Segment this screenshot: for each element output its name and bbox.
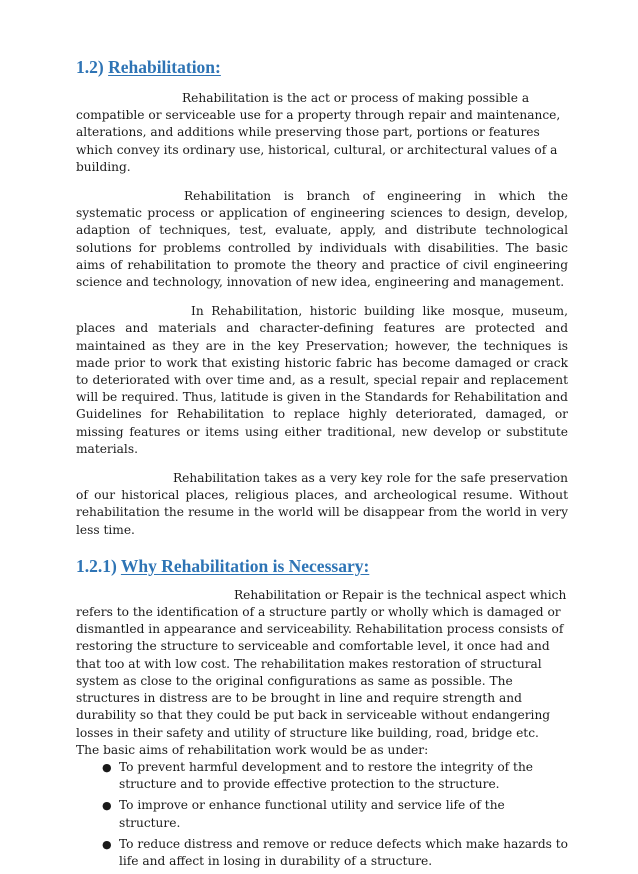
list-item-text: To prevent harmful development and to restore the integrity of the structure and to provide effective protection to the structure. <box>119 759 534 792</box>
paragraph-preservation-role: Rehabilitation takes as a very key role for the safe preservation of our historical places, religious places, and archeological resume. Without rehabilitation the resume in the world will be disappear from the world in very less time. <box>76 471 568 537</box>
bullet-icon: ● <box>102 760 112 774</box>
section-title: Rehabilitation: <box>108 57 221 77</box>
paragraph-repair-aspect: Rehabilitation or Repair is the technical aspect which refers to the identification of a structure partly or wholly which is damaged or dismantled in appearance and serviceability. Rehabilitation process consists of restoring the structure to serviceable and comfortable level, it once had and that too at with low cost. The rehabilitation makes restoration of structural system as close to the original configurations as same as possible. The structures in distress are to be brought in line and require strength and durability so that they could be put back in serviceable without endangering losses in their safety and utility of structure like building, road, bridge etc. <box>76 587 567 740</box>
bullet-icon: ● <box>102 799 112 813</box>
list-item <box>76 836 568 870</box>
section-heading-why-necessary <box>76 555 568 577</box>
section-number: 1.2) <box>76 57 104 77</box>
aims-intro: The basic aims of rehabilitation work would be as under: <box>76 742 429 757</box>
document-page <box>76 56 568 874</box>
list-item <box>76 797 568 831</box>
list-item-text: To reduce distress and remove or reduce defects which make hazards to life and affect in losing in durability of a structure. <box>119 836 569 868</box>
aims-list <box>76 759 568 870</box>
section-number: 1.2.1) <box>76 555 117 576</box>
list-item <box>76 759 568 793</box>
paragraph-definition: Rehabilitation is the act or process of making possible a compatible or serviceable use for a property through repair and maintenance, alterations, and additions while preserving those part, portions or features which convey its ordinary use, historical, cultural, or architectural values of a building. <box>76 91 561 174</box>
section-heading-rehabilitation <box>76 56 568 78</box>
paragraph-engineering-branch: Rehabilitation is branch of engineering in which the systematic process or application of engineering sciences to design, develop, adaption of techniques, test, evaluate, apply, and distribute technological solutions for problems controlled by individuals with disabilities. The basic aims of rehabilitation to promote the theory and practice of civil engineering science and technology, innovation of new idea, engineering and management. <box>76 189 568 290</box>
bullet-icon: ● <box>102 837 112 851</box>
section-title: Why Rehabilitation is Necessary: <box>120 555 370 576</box>
paragraph-historic-buildings: In Rehabilitation, historic building like mosque, museum, places and materials and character-defining features are protected and maintained as they are in the key Preservation; however, the techniques is made prior to work that existing historic fabric has become damaged or crack to deteriorated with over time and, as a result, special repair and replacement will be required. Thus, latitude is given in the Standards for Rehabilitation and Guidelines for Rehabilitation to replace highly deteriorated, damaged, or missing features or items using either traditional, new develop or substitute materials. <box>76 304 568 456</box>
list-item-text: To improve or enhance functional utility and service life of the structure. <box>119 798 505 830</box>
